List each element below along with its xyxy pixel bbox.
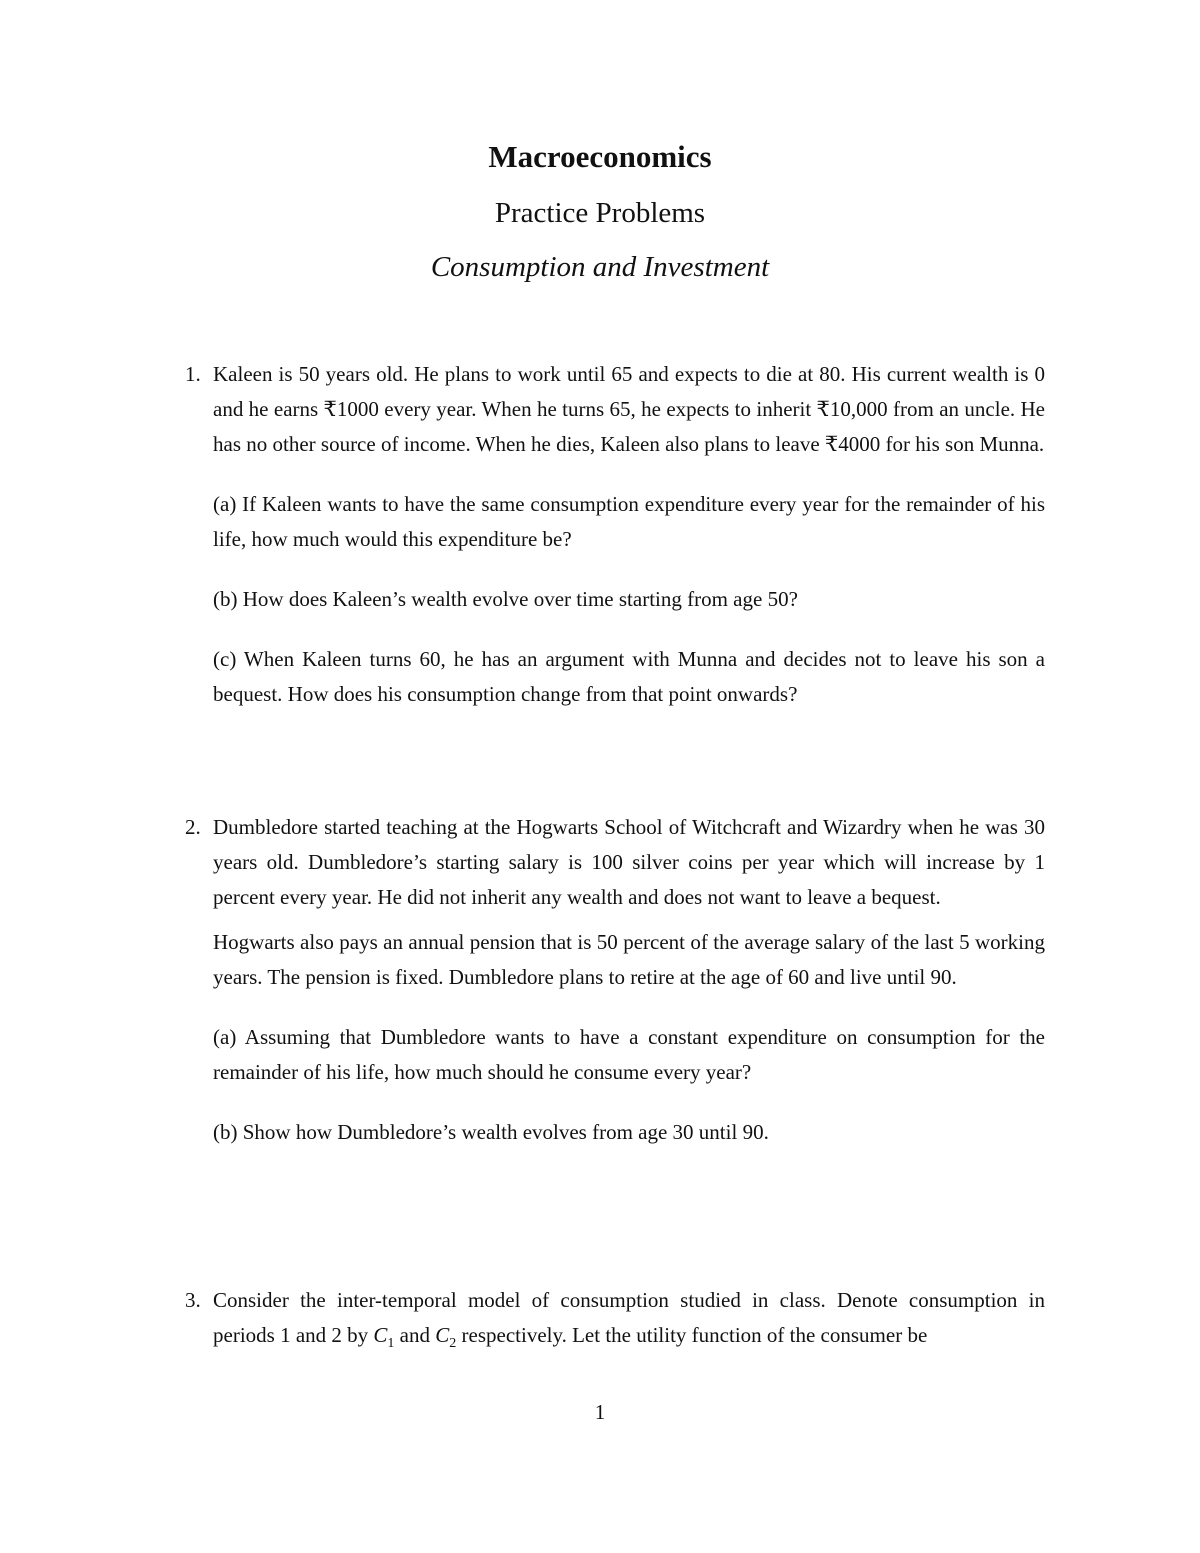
problem-2 (155, 810, 1045, 1150)
c1-symbol: $C_1$ (373, 1323, 395, 1352)
problem-3-statement (213, 1283, 1045, 1353)
problem-3-text-1: Consider the inter-temporal model of consumption studied in class. Denote consumption in periods 1 and 2 by (213, 1288, 1045, 1347)
problem-2-pension: Hogwarts also pays an annual pension that is 50 percent of the average salary of the last 5 working years. The pension is fixed. Dumbledore plans to retire at the age of 60 and live until 90. (213, 930, 1045, 989)
problem-3 (155, 1283, 1045, 1353)
problem-1-statement: Kaleen is 50 years old. He plans to work until 65 and expects to die at 80. His current wealth is 0 and he earns ₹1000 every year. When he turns 65, he expects to inherit ₹10,000 from an uncle. He has no other source of income. When he dies, Kaleen also plans to leave ₹4000 for his son Munna. (213, 362, 1045, 456)
document-subtitle: Practice Problems (494, 197, 706, 229)
problem-1 (155, 357, 1045, 712)
problem-1-part-b: (b) How does Kaleen’s wealth evolve over time starting from age 50? (213, 587, 798, 611)
problem-3-text-2: and (394, 1323, 436, 1347)
c2-symbol: $C_2$ (435, 1323, 457, 1352)
problem-2-part-b: (b) Show how Dumbledore’s wealth evolves from age 30 until 90. (213, 1120, 769, 1144)
problem-1-part-a: (a) If Kaleen wants to have the same consumption expenditure every year for the remainder of his life, how much would this expenditure be? (213, 492, 1045, 551)
problem-1-part-c: (c) When Kaleen turns 60, he has an argument with Munna and decides not to leave his son a bequest. How does his consumption change from that point onwards? (213, 647, 1045, 706)
document-topic: Consumption and Investment (430, 251, 770, 283)
page-number: 1 (594, 1400, 606, 1424)
problem-2-number: 2. (185, 815, 201, 839)
document-title: Macroeconomics (488, 139, 712, 174)
problem-2-statement: Dumbledore started teaching at the Hogwarts School of Witchcraft and Wizardry when he was 30 years old. Dumbledore’s starting salary is 100 silver coins per year which will increase by 1 percent every year. He did not inherit any wealth and does not want to leave a bequest. (213, 815, 1045, 909)
problem-2-part-a: (a) Assuming that Dumbledore wants to have a constant expenditure on consumption for the remainder of his life, how much should he consume every year? (213, 1025, 1045, 1084)
problem-3-number: 3. (185, 1288, 201, 1312)
c2-subscript: 2 (449, 1336, 457, 1352)
c1-subscript: 1 (387, 1336, 395, 1352)
problem-3-text-3: respectively. Let the utility function of the consumer be (456, 1323, 928, 1347)
problem-1-number: 1. (185, 362, 201, 386)
